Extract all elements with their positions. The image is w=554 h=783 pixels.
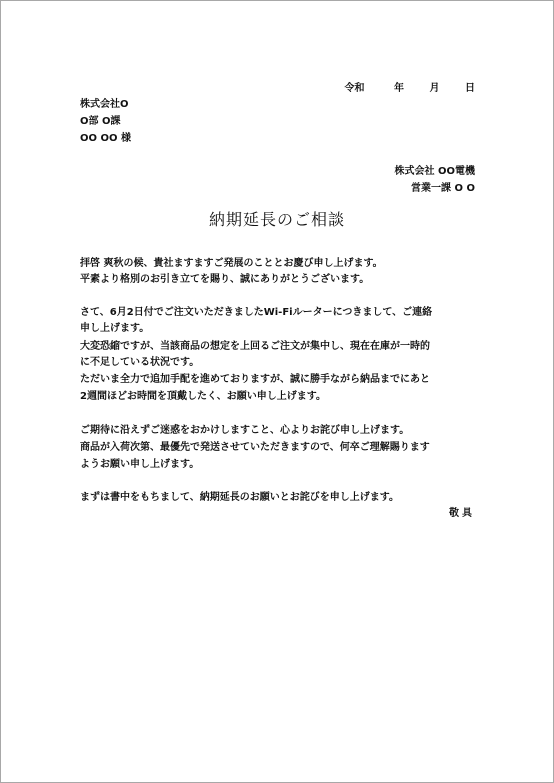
body-paragraph-1-line-4: に不足している状況です。 [80, 357, 200, 368]
recipient-company: 株式会社O [80, 99, 129, 110]
greeting-line-1: 拝啓 爽秋の候、貴社ますますご発展のこととお慶び申し上げます。 [80, 258, 383, 269]
body-paragraph-1-line-3: 大変恐縮ですが、当該商品の想定を上回るご注文が集中し、現在在庫が一時的 [80, 341, 430, 352]
date-year: 年 [394, 83, 405, 94]
sender-company: 株式会社 OO電機 [394, 166, 475, 177]
body-paragraph-1-line-2: 申し上げます。 [80, 323, 150, 334]
body-paragraph-3-line-1: まずは書中をもちまして、納期延長のお願いとお詫びを申し上げます。 [80, 492, 399, 503]
date-day: 日 [465, 83, 475, 94]
date-line [345, 83, 475, 95]
body-paragraph-2-line-1: ご期待に沿えずご迷惑をおかけしますこと、心よりお詫び申し上げます。 [80, 425, 410, 436]
body-paragraph-2-line-2: 商品が入荷次第、最優先で発送させていただきますので、何卒ご理解賜ります [80, 442, 430, 453]
body-paragraph-1-line-1: さて、6月2日付でご注文いただきましたWi-Fiルーターにつきまして、ご連絡 [80, 307, 433, 318]
body-paragraph-1-line-5: ただいま全力で追加手配を進めておりますが、誠に勝手ながら納品までにあと [80, 374, 430, 385]
greeting-line-2: 平素より格別のお引き立てを賜り、誠にありがとうございます。 [80, 274, 370, 285]
sender-dept: 営業一課 O O [411, 183, 475, 194]
body-paragraph-1-line-6: 2週間ほどお時間を頂戴したく、お願い申し上げます。 [80, 391, 326, 402]
body-paragraph-2-line-3: ようお願い申し上げます。 [80, 459, 200, 470]
date-month: 月 [429, 83, 440, 94]
recipient-name: OO OO 様 [80, 133, 131, 144]
closing-keigu: 敬具 [449, 508, 475, 519]
document-title: 納期延長のご相談 [208, 210, 345, 229]
recipient-dept: O部 O課 [80, 116, 121, 127]
date-era: 令和 [344, 83, 365, 94]
